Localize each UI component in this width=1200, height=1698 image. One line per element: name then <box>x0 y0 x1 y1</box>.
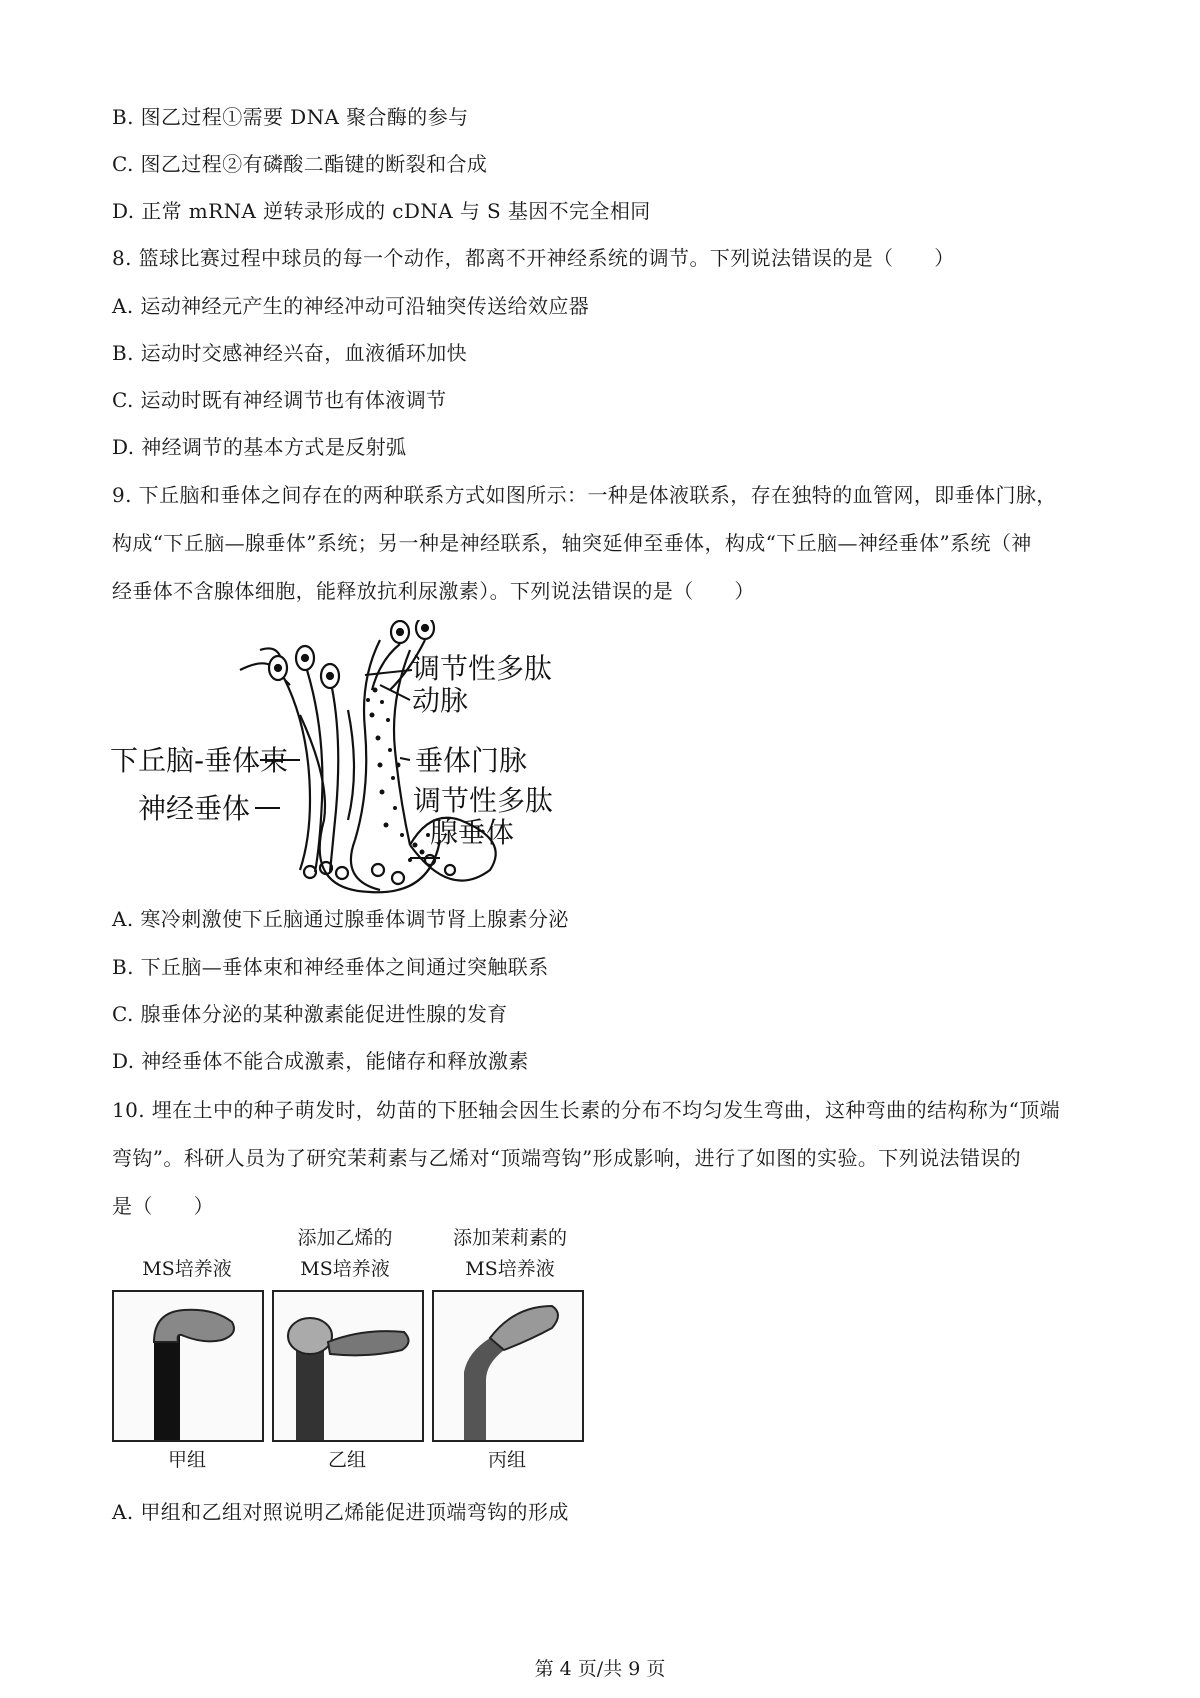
group1-label: 甲组 <box>167 1449 206 1471</box>
q8-option-d: D. 神经调节的基本方式是反射弧 <box>112 435 407 459</box>
label-regulatory-peptide-1: 调节性多肽 <box>412 652 553 685</box>
q9-stem-line3: 经垂体不含腺体细胞，能释放抗利尿激素）。下列说法错误的是（ ） <box>112 579 755 603</box>
q9-option-b: B. 下丘脑—垂体束和神经垂体之间通过突触联系 <box>112 955 549 979</box>
q10-stem-line2: 弯钩”。科研人员为了研究茉莉素与乙烯对“顶端弯钩”形成影响，进行了如图的实验。下列说法错误的 <box>112 1146 1022 1170</box>
hypothalamus-pituitary-diagram <box>110 620 630 905</box>
seedling-exaggerated-hook-image <box>274 1292 422 1440</box>
group2-photo <box>272 1290 424 1442</box>
q10-stem-line3: 是（ ） <box>112 1194 214 1218</box>
q8-stem: 8. 篮球比赛过程中球员的每一个动作，都离不开神经系统的调节。下列说法错误的是（ ） <box>112 246 955 270</box>
q8-option-a: A. 运动神经元产生的神经冲动可沿轴突传送给效应器 <box>112 294 590 318</box>
label-regulatory-peptide-2: 调节性多肽 <box>413 784 554 817</box>
page-footer: 第 4 页/共 9 页 <box>534 1658 666 1680</box>
group3-photo <box>432 1290 584 1442</box>
q8-option-c: C. 运动时既有神经调节也有体液调节 <box>112 388 447 412</box>
group3-label: 丙组 <box>487 1449 526 1471</box>
group1-header: MS培养液 <box>142 1258 232 1280</box>
q7-option-d: D. 正常 mRNA 逆转录形成的 cDNA 与 S 基因不完全相同 <box>112 199 651 223</box>
label-artery: 动脉 <box>412 684 469 717</box>
q9-stem-line2: 构成“下丘脑—腺垂体”系统；另一种是神经联系，轴突延伸至垂体，构成“下丘脑—神经垂体”系统（神 <box>112 531 1032 555</box>
q9-option-c: C. 腺垂体分泌的某种激素能促进性腺的发育 <box>112 1002 508 1026</box>
q10-option-a: A. 甲组和乙组对照说明乙烯能促进顶端弯钩的形成 <box>112 1500 569 1524</box>
seedling-reduced-hook-image <box>434 1292 582 1440</box>
q9-option-a: A. 寒冷刺激使下丘脑通过腺垂体调节肾上腺素分泌 <box>112 907 569 931</box>
group2-label: 乙组 <box>327 1449 366 1471</box>
q7-option-b: B. 图乙过程①需要 DNA 聚合酶的参与 <box>112 105 469 129</box>
label-neurohypophysis: 神经垂体 <box>138 792 251 825</box>
q9-option-d: D. 神经垂体不能合成激素，能储存和释放激素 <box>112 1049 529 1073</box>
label-adenohypophysis: 腺垂体 <box>430 816 515 849</box>
q10-stem-line1: 10. 埋在土中的种子萌发时，幼苗的下胚轴会因生长素的分布不均匀发生弯曲，这种弯曲的结构称为“顶端 <box>112 1098 1060 1122</box>
group3-header-line1: 添加茉莉素的 <box>452 1227 567 1249</box>
group2-header-line2: MS培养液 <box>300 1258 390 1280</box>
q7-option-c: C. 图乙过程②有磷酸二酯键的断裂和合成 <box>112 152 488 176</box>
seedling-hook-image <box>114 1292 262 1440</box>
group2-header-line1: 添加乙烯的 <box>297 1227 393 1249</box>
label-hypothalamo-hypophyseal-tract: 下丘脑-垂体束 <box>110 744 289 777</box>
group3-header-line2: MS培养液 <box>465 1258 555 1280</box>
group1-photo <box>112 1290 264 1442</box>
q8-option-b: B. 运动时交感神经兴奋，血液循环加快 <box>112 341 468 365</box>
q9-stem-line1: 9. 下丘脑和垂体之间存在的两种联系方式如图所示：一种是体液联系，存在独特的血管网，即垂体门脉， <box>112 483 1057 507</box>
label-portal-vein: 垂体门脉 <box>415 744 528 777</box>
